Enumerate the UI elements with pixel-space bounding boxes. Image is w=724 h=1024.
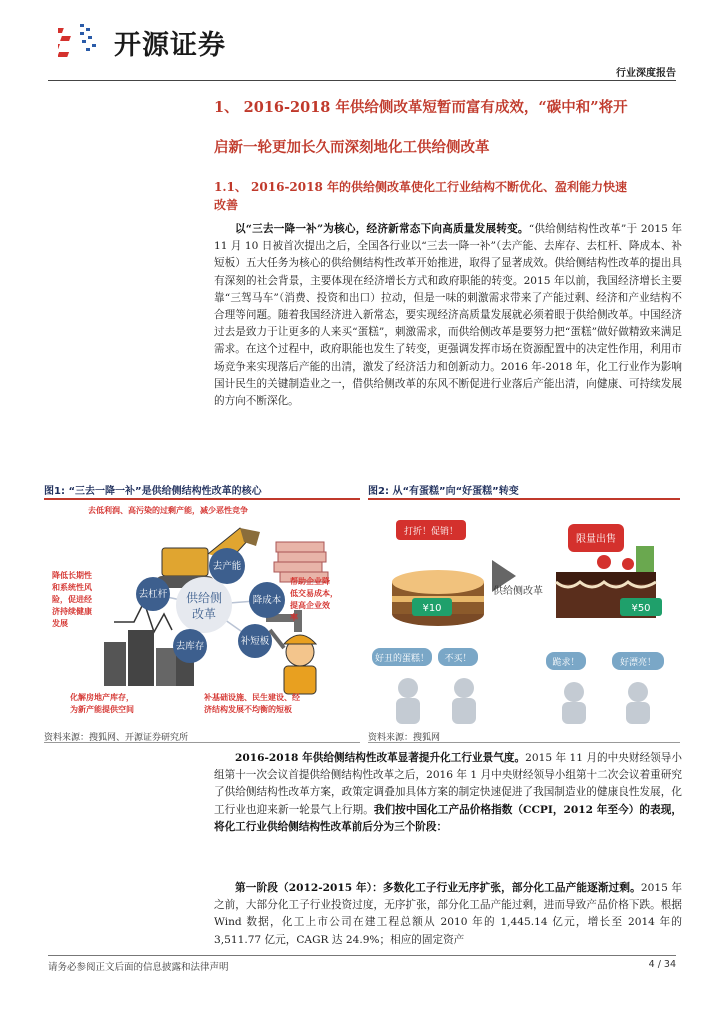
brand-logo <box>58 22 226 62</box>
node-label-capacity: 去产能 <box>212 561 242 572</box>
left-price-tag <box>412 598 452 616</box>
node-label-inventory: 去库存 <box>175 641 205 652</box>
node-label-cost: 降成本 <box>252 595 282 606</box>
figure2-title: 图2: 从“有蛋糕”向“好蛋糕”转变 <box>368 480 680 500</box>
note-bottom-right-line2: 济结构发展不均衡的短板 <box>204 705 292 714</box>
figure2-illustration <box>368 502 680 726</box>
note-right-line4: 率 <box>290 613 298 622</box>
paragraph-industry-boom <box>214 750 682 836</box>
arrow-label: 供给侧改革 <box>493 586 543 597</box>
center-node-label-line1: 供给侧 <box>185 591 223 605</box>
figure1-diagram <box>44 502 360 726</box>
people-silhouettes-icon <box>396 678 650 724</box>
section-heading-line2: 启新一轮更加长久而深刻地化工供给侧改革 <box>214 139 490 156</box>
section-heading-line1: 1、 2016-2018 年供给侧改革短暂而富有成效，“碳中和”将开 <box>214 99 628 116</box>
note-bottom-left-line1: 化解房地产库存， <box>70 693 134 702</box>
node-label-shortboard: 补短板 <box>240 636 270 647</box>
page-header <box>0 0 724 80</box>
bubble-beg-text: 跪求！ <box>552 658 580 668</box>
paragraph-body: 2015 年 11 月的中央财经领导小组第十一次会议首提供给侧结构性改革之后，2016 年 1 月中央财经领导小组第十二次会议着重研究了供给侧结构性改革方案，政策定调叠加具体方案的制定快速促进了我国制造业的健康良性发展，化工行业也迎来新一轮景气上行期。 <box>214 752 682 816</box>
worker-icon <box>270 630 316 694</box>
bubble-no-buy-text: 不买！ <box>444 654 472 664</box>
paragraph-reform-background <box>214 221 682 410</box>
paragraph-body: “供给侧结构性改革”于 2015 年 11 月 10 日被首次提出之后，全国各行业以“三去一降一补”（去产能、去库存、去杠杆、降成本、补短板）五大任务为核心的供给侧结构性改革开始推进，取得了显著成效。供给侧结构性改革的提出具有深刻的社会背景，主要体现在经济增长方式和政府职能的转变。2015 年以前，我国经济增长主要靠“三驾马车”（消费、投资和出口）拉动，但是一味的刺激需求带来了产能过剩、经济和产业结构不合理等问题。随着我国经济进入新常态，要实现经济高质量发展就必须着眼于供给侧改革。中国经济过去是致力于让更多的人来买“蛋糕”，刺激需求，而供给侧改革是要努力把“蛋糕”做好做精致来满足需求。在这个过程中，政府职能也发生了转变，更强调发挥市场在资源配置中的决定性作用，利用市场竞争来实现落后产能的出清，激发了经济活力和创新动力。2016 年-2018 年，化工行业作为影响国计民生的关键制造业之一，借供给侧改革的东风不断促进行业落后产能出清，向健康、可持续发展的方向不断深化。 <box>214 223 683 408</box>
figure1-title: 图1: “三去一降一补”是供给侧结构性改革的核心 <box>44 480 360 500</box>
right-price: ¥50 <box>631 603 651 614</box>
right-price-tag <box>620 598 662 616</box>
note-right-line3: 提高企业效 <box>290 601 330 610</box>
document-type-label: 行业深度报告 <box>616 68 676 79</box>
discount-tag-icon <box>396 520 466 540</box>
note-left-line2: 和系统性风 <box>52 583 92 592</box>
paragraph-lead: 第一阶段（2012-2015 年）：多数化工子行业无序扩张，部分化工品产能逐渐过剩。 <box>235 882 641 894</box>
paragraph-lead: 2016-2018 年供给侧结构性改革显著提升化工行业景气度。 <box>235 752 526 764</box>
left-tag-text: 打折！促销！ <box>403 527 459 537</box>
node-label-leverage: 去杠杆 <box>138 589 168 600</box>
header-divider <box>48 80 676 81</box>
paragraph-stage-one <box>214 880 682 949</box>
bubble-ugly-text: 好丑的蛋糕！ <box>374 654 430 664</box>
note-left-line5: 发展 <box>52 619 68 628</box>
center-node <box>176 577 232 633</box>
figure1-svg <box>44 502 360 726</box>
bubble-pretty-text: 好漂亮！ <box>619 658 657 668</box>
brand-name: 开源证券 <box>114 29 226 61</box>
figure1-source: 资料来源：搜狐网、开源证券研究所 <box>44 733 189 743</box>
note-right-line2: 低交易成本， <box>290 589 338 598</box>
center-node-label-line2: 改革 <box>191 607 217 621</box>
money-stack-icon <box>274 542 328 582</box>
footer-disclaimer: 请务必参阅正文后面的信息披露和法律声明 <box>48 962 229 973</box>
note-bottom-right-line1: 补基础设施、民生建设、经 <box>204 693 300 702</box>
subsection-heading-line1: 1.1、 2016-2018 年的供给侧改革使化工行业结构不断优化、盈利能力快速 <box>214 180 628 194</box>
paragraph-tail: 我们按中国化工产品价格指数（CCPI，2012 年至今）的表现，将化工行业供给侧结构性改革前后分为三个阶段： <box>214 803 682 833</box>
subsection-heading-line2: 改善 <box>214 198 239 212</box>
page-number: 4 / 34 <box>648 959 676 970</box>
note-left-line1: 降低长期性 <box>52 571 92 580</box>
figure2-source: 资料来源：搜狐网 <box>368 733 441 743</box>
paragraph-lead: 以“三去一降一补”为核心，经济新常态下向高质量发展转变。 <box>235 223 529 235</box>
paragraph-body: 2015 年之前，大部分化工子行业投资过度，无序扩张，部分化工品产能过剩，进而导致产品价格下跌。根据 Wind 数据，化工上市公司在建工程总额从 2010 年的 1,445.14 亿元，增长至 2014 年的 3,511.77 亿元，CAGR 达 24.9%；相应的固定资产 <box>214 882 682 946</box>
figure2-svg <box>368 502 680 726</box>
note-top: 去低利润、高污染的过剩产能，减少恶性竞争 <box>88 506 248 515</box>
right-tag-text: 限量出售 <box>576 534 616 545</box>
note-right-line1: 帮助企业降 <box>290 577 330 586</box>
left-price: ¥10 <box>422 603 442 614</box>
figure2-bottom-rule <box>368 742 680 743</box>
figure1-bottom-rule <box>44 742 360 743</box>
note-bottom-left-line2: 为新产能提供空间 <box>70 705 134 714</box>
footer-divider <box>48 955 676 956</box>
note-left-line3: 险，促进经 <box>52 595 92 604</box>
brand-logo-icon <box>58 22 110 62</box>
note-left-line4: 济持续健康 <box>52 607 92 616</box>
limited-sale-tag-icon <box>568 524 624 552</box>
